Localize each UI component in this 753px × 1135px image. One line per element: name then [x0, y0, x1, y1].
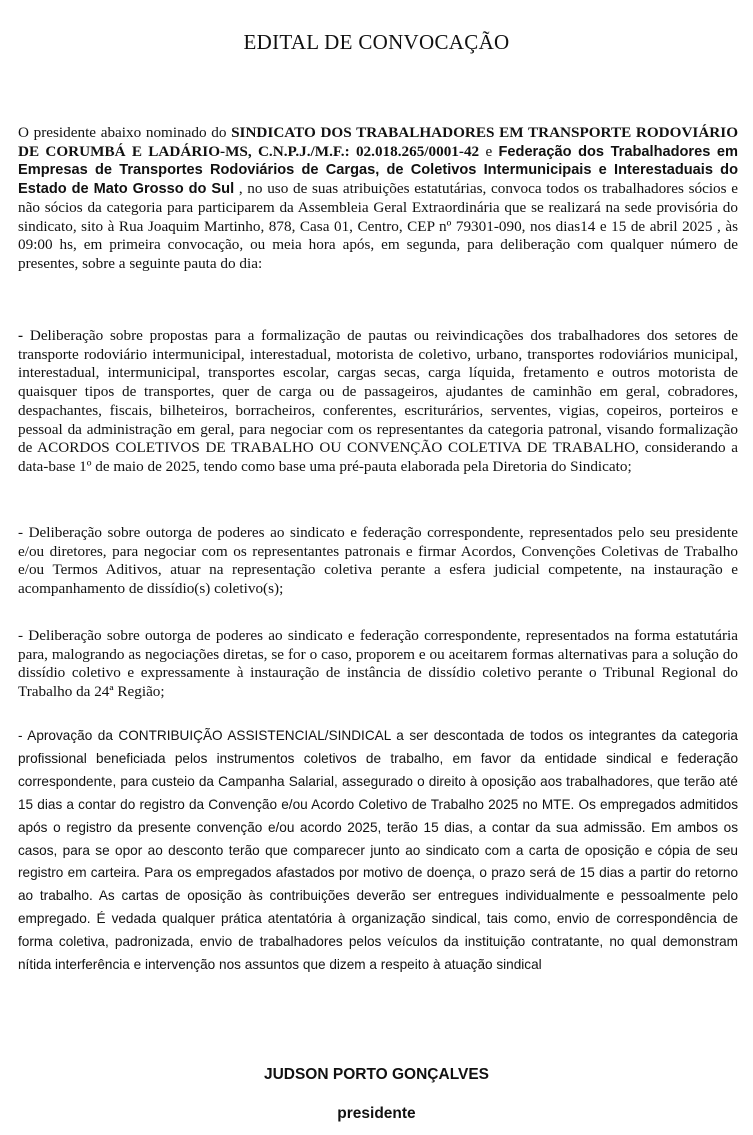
agenda-item-1 [18, 327, 738, 477]
document-title: EDITAL DE CONVOCAÇÃO [243, 30, 510, 54]
intro-text-3: , no uso de suas atribuições estatutárias, convoca todos os trabalhadores sócios e não sócios da categoria para participarem da Assembleia Geral Extraordinária que se realizará na sede provisória do sindicato, sito à Rua Joaquim Martinho, 878, Casa 01, Centro, CEP nº 79301-090, nos dias14 e 15 de abril 2025 , às 09:00 hs, em primeira convocação, ou meia hora após, em segunda, para deliberação com qualquer número de presentes, sobre a seguinte pauta do dia: [18, 180, 738, 272]
intro-text-1: O presidente abaixo nominado do [18, 124, 232, 141]
agenda-item-3: - Deliberação sobre outorga de poderes ao sindicato e federação correspondente, representados na forma estatutária para, malogrando as negociações diretas, se for o caso, proporem e ou aceitarem formas alternativas para a solução do dissídio coletivo e expressamente à instauração de instância de dissídio coletivo perante o Tribunal Regional do Trabalho da 24ª Região; [18, 627, 738, 701]
agenda-item-2: - Deliberação sobre outorga de poderes ao sindicato e federação correspondente, representados pelo seu presidente e/ou diretores, para negociar com os representantes patronais e firmar Acordos, Convenções Coletivas de Trabalho e/ou Termos Aditivos, atuar na representação coletiva perante a esfera judicial competente, na instauração e acompanhamento de dissídio(s) coletivo(s); [18, 524, 738, 598]
intro-paragraph [18, 124, 738, 274]
agenda-item-4: - Aprovação da CONTRIBUIÇÃO ASSISTENCIAL/SINDICAL a ser descontada de todos os integrantes da categoria profissional beneficiada pelos instrumentos coletivos de trabalho, em favor da entidade sindical e federação correspondente, para custeio da Campanha Salarial, assegurado o direito à oposição aos trabalhadores, que terão até 15 dias a contar do registro da Convenção e/ou Acordo Coletivo de Trabalho 2025 no MTE. Os empregados admitidos após o registro da presente convenção e/ou acordo 2025, terão 15 dias, a contar da sua admissão. Em ambos os casos, para se opor ao desconto terão que comparecer junto ao sindicato com a carta de oposição e cópia de seu registro em carteira. Para os empregados afastados por motivo de doença, o prazo será de 15 dias a partir do retorno ao trabalho. As cartas de oposição às contribuições deverão ser entregues individualmente e pessoalmente pelo empregado. É vedada qualquer prática atentatória à organização sindical, tais como, envio de correspondência de forma coletiva, padronizada, envio de trabalhadores pelos veículos da instituição contratante, no qual demonstram nítida interferência e intervenção nos assuntos que dizem a respeito à atuação sindical [18, 728, 738, 973]
agenda-item-1-dash: - [18, 327, 24, 344]
federation-name: Federação dos Trabalhadores em Empresas de Transportes Rodoviários de Cargas, de Coletivos Intermunicipais e Interestaduais do Estado de Mato Grosso do Sul [18, 143, 738, 198]
signatory-role: presidente [337, 1105, 416, 1122]
agenda-item-1-text: Deliberação sobre propostas para a formalização de pautas ou reivindicações dos trabalhadores dos setores de transporte rodoviário intermunicipal, interestadual, motorista de coletivo, urbano, transportes rodoviários municipal, interestadual, intermunicipal, transportes escolar, cargas secas, carga líquida, fretamento e outros motorista de quaisquer tipos de transportes, quer de carga ou de passageiros, ajudantes de caminhão em geral, cobradores, despachantes, fiscais, bilheteiros, borracheiros, conferentes, escriturários, serventes, vigias, copeiros, porteiros e pessoal da administração em geral, para negociar com os representantes da categoria patronal, visando formalização de ACORDOS COLETIVOS DE TRABALHO OU CONVENÇÃO COLETIVA DE TRABALHO, considerando a data-base 1º de maio de 2025, tendo como base uma pré-pauta elaborada pela Diretoria do Sindicato; [18, 327, 738, 475]
signatory-name: JUDSON PORTO GONÇALVES [263, 1066, 490, 1083]
union-name: SINDICATO DOS TRABALHADORES EM TRANSPORTE RODOVIÁRIO DE CORUMBÁ E LADÁRIO-MS, C.N.P.J./M.F.: 02.018.265/0001-42 [18, 124, 739, 160]
intro-text-2: e [479, 142, 499, 160]
